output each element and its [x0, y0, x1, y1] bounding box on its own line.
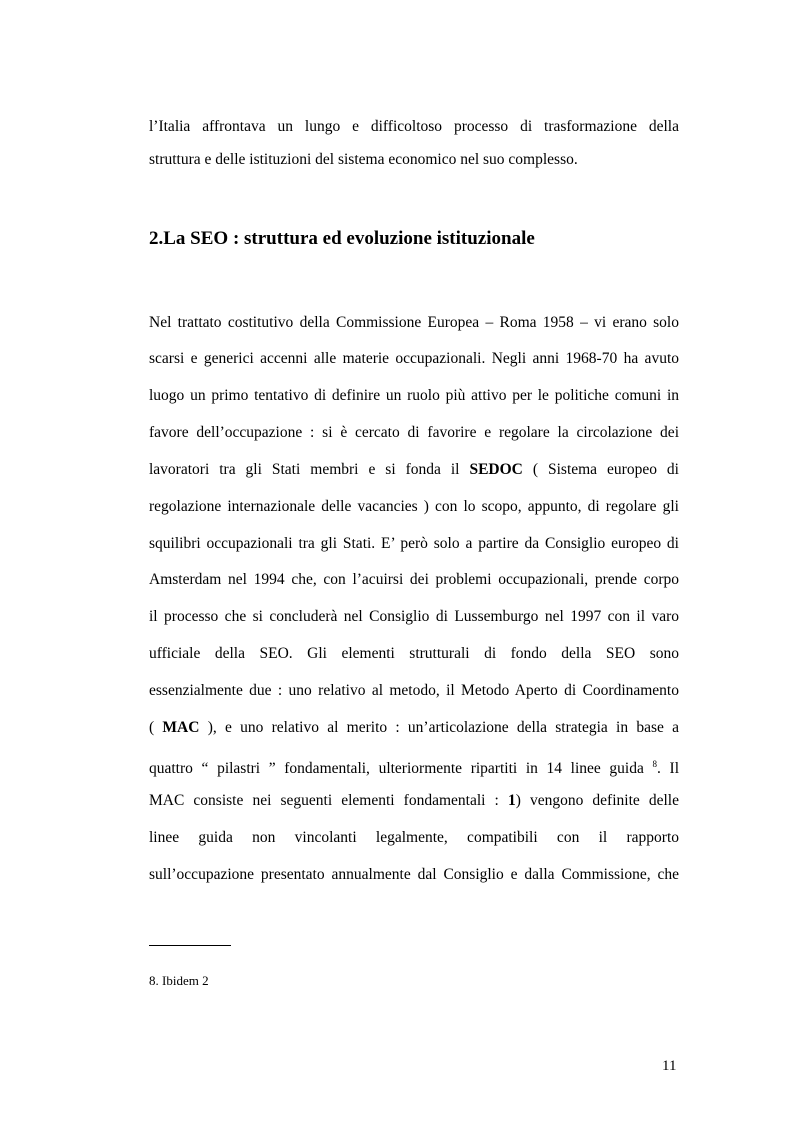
body-line — [149, 461, 679, 479]
body-line: squilibri occupazionali tra gli Stati. E’ però solo a partire da Consiglio europeo di — [149, 535, 679, 552]
text: MAC consiste nei seguenti elementi fondamentali : — [149, 792, 508, 809]
intro-line-1: l’Italia affrontava un lungo e difficoltoso processo di trasformazione della — [149, 118, 679, 135]
section-title: 2.La SEO : struttura ed evoluzione istituzionale — [149, 228, 535, 249]
body-line: scarsi e generici accenni alle materie occupazionali. Negli anni 1968-70 ha avuto — [149, 350, 679, 367]
body-line — [149, 755, 679, 778]
body-line: sull’occupazione presentato annualmente dal Consiglio e dalla Commissione, che — [149, 866, 679, 883]
body-line — [149, 719, 679, 737]
text: quattro “ pilastri ” fondamentali, ulteriormente ripartiti in 14 linee guida — [149, 760, 653, 777]
sedoc-term: SEDOC — [469, 461, 523, 478]
body-line: luogo un primo tentativo di definire un ruolo più attivo per le politiche comuni in — [149, 387, 679, 404]
body-line: essenzialmente due : uno relativo al metodo, il Metodo Aperto di Coordinamento — [149, 682, 679, 699]
body-line: Nel trattato costitutivo della Commissione Europea – Roma 1958 – vi erano solo — [149, 314, 679, 331]
text: ), e uno relativo al merito : un’articolazione della strategia in base a — [199, 719, 679, 736]
intro-line-2: struttura e delle istituzioni del sistema economico nel suo complesso. — [149, 151, 578, 168]
mac-term: MAC — [162, 719, 200, 736]
body-line: Amsterdam nel 1994 che, con l’acuirsi dei problemi occupazionali, prende corpo — [149, 571, 679, 588]
body-line: regolazione internazionale delle vacancies ) con lo scopo, appunto, di regolare gli — [149, 498, 679, 515]
body-line: linee guida non vincolanti legalmente, compatibili con il rapporto — [149, 829, 679, 846]
footnote-divider — [149, 945, 231, 946]
text: ( Sistema europeo di — [522, 461, 679, 478]
footnote-reference: 8 — [652, 759, 658, 769]
text: lavoratori tra gli Stati membri e si fonda il — [149, 461, 470, 478]
body-line: favore dell’occupazione : si è cercato di favorire e regolare la circolazione dei — [149, 424, 679, 441]
list-number: 1 — [507, 792, 516, 809]
body-line — [149, 792, 679, 810]
body-line: il processo che si concluderà nel Consiglio di Lussemburgo nel 1997 con il varo — [149, 608, 679, 625]
text: ) vengono definite delle — [515, 792, 679, 809]
page-number: 11 — [662, 1058, 677, 1074]
body-line: ufficiale della SEO. Gli elementi strutturali di fondo della SEO sono — [149, 645, 679, 662]
footnote: 8. Ibidem 2 — [149, 973, 209, 988]
text: . Il — [657, 760, 679, 777]
text: ( — [149, 719, 163, 736]
